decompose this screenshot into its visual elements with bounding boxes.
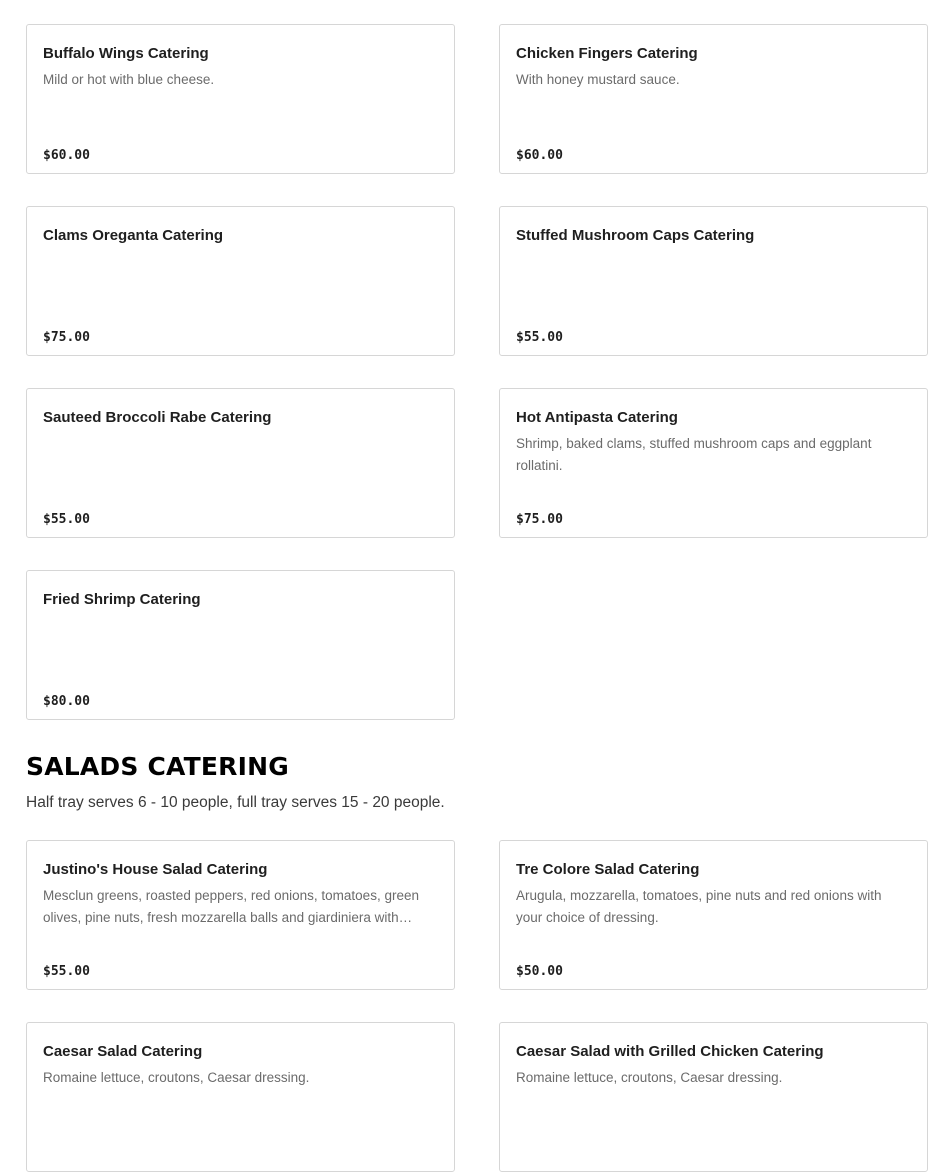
menu-item-name: Fried Shrimp Catering — [43, 591, 201, 608]
menu-item-card[interactable] — [499, 388, 928, 538]
menu-item-name: Caesar Salad Catering — [43, 1043, 203, 1060]
menu-item-card[interactable] — [26, 206, 455, 356]
menu-item-description: Mild or hot with blue cheese. — [43, 72, 215, 87]
menu-item-card[interactable] — [26, 840, 455, 990]
menu-item-description: Romaine lettuce, croutons, Caesar dressing. — [43, 1070, 310, 1085]
menu-item-card[interactable] — [26, 388, 455, 538]
menu-item-card[interactable] — [26, 570, 455, 720]
menu-item-price: $55.00 — [43, 512, 90, 527]
menu-item-price: $55.00 — [43, 964, 90, 979]
menu-item-description: Mesclun greens, roasted peppers, red onions, tomatoes, green olives, pine nuts, fresh mozzarella balls and giardiniera with… — [43, 888, 419, 925]
menu-item-card[interactable] — [499, 206, 928, 356]
menu-item-price: $60.00 — [516, 148, 563, 163]
menu-item-description: Shrimp, baked clams, stuffed mushroom caps and eggplant rollatini. — [516, 436, 872, 473]
menu-item-name: Justino's House Salad Catering — [43, 861, 268, 878]
menu-item-price: $75.00 — [43, 330, 90, 345]
menu-item-description: With honey mustard sauce. — [516, 72, 680, 87]
menu-item-name: Clams Oreganta Catering — [43, 227, 224, 244]
menu-item-price: $50.00 — [516, 964, 563, 979]
menu-item-name: Stuffed Mushroom Caps Catering — [516, 227, 755, 244]
menu-item-card[interactable] — [26, 24, 455, 174]
menu-item-card[interactable] — [499, 840, 928, 990]
section-heading-salads: SALADS CATERING — [26, 752, 289, 781]
menu-item-name: Chicken Fingers Catering — [516, 45, 698, 62]
menu-item-price: $75.00 — [516, 512, 563, 527]
menu-item-price: $60.00 — [43, 148, 90, 163]
menu-item-description: Romaine lettuce, croutons, Caesar dressing. — [516, 1070, 783, 1085]
salad-menu-grid — [26, 840, 928, 1172]
menu-item-name: Buffalo Wings Catering — [43, 45, 209, 62]
menu-item-name: Caesar Salad with Grilled Chicken Catering — [516, 1043, 824, 1060]
menu-item-price: $80.00 — [43, 694, 90, 709]
section-description-salads: Half tray serves 6 - 10 people, full tray serves 15 - 20 people. — [26, 794, 445, 811]
appetizer-menu-grid — [26, 24, 928, 720]
menu-item-description: Arugula, mozzarella, tomatoes, pine nuts and red onions with your choice of dressing. — [516, 888, 882, 925]
menu-item-price: $55.00 — [516, 330, 563, 345]
menu-item-name: Hot Antipasta Catering — [516, 409, 678, 426]
menu-item-card[interactable] — [499, 24, 928, 174]
menu-item-name: Tre Colore Salad Catering — [516, 861, 700, 878]
menu-item-name: Sauteed Broccoli Rabe Catering — [43, 409, 272, 426]
menu-item-card[interactable] — [26, 1022, 455, 1172]
menu-item-card[interactable] — [499, 1022, 928, 1172]
